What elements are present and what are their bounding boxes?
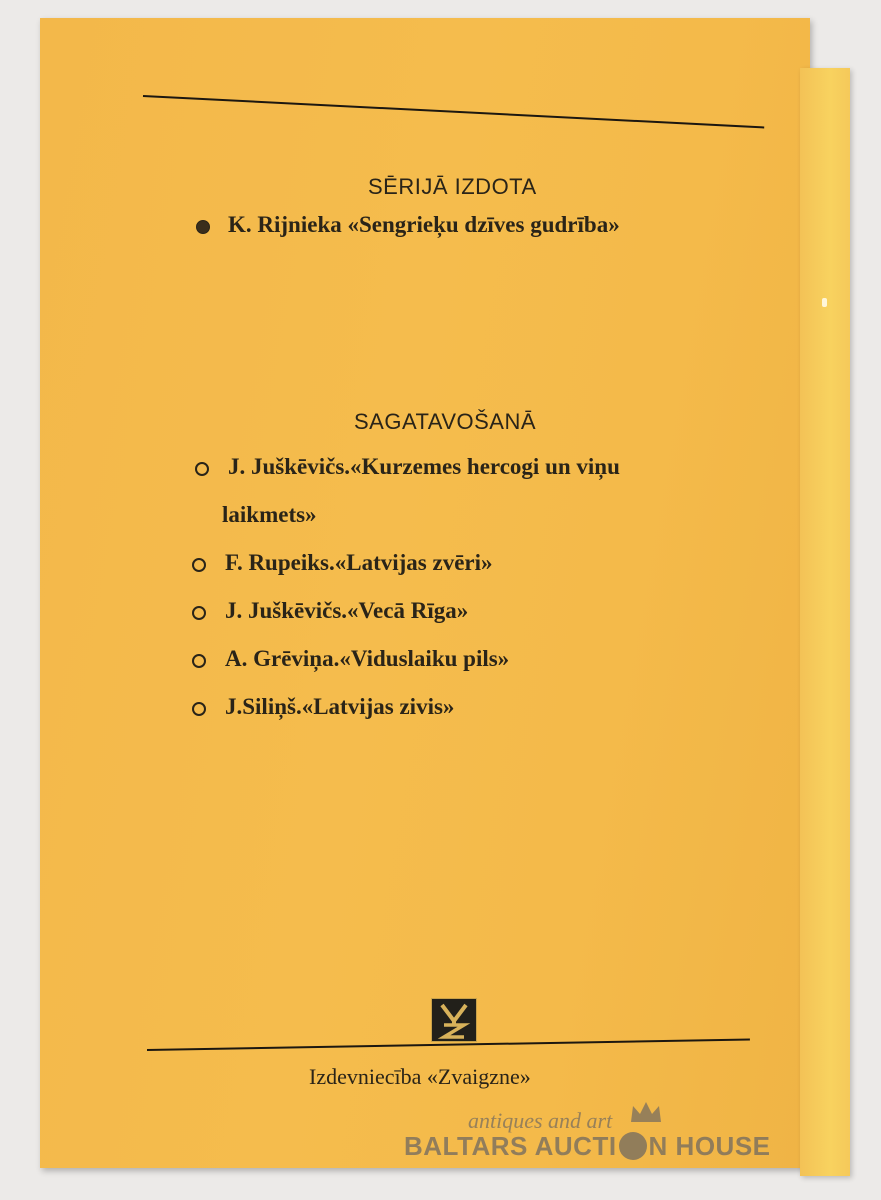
prep-item	[228, 454, 620, 480]
prep-author: J. Juškēvičs.	[225, 598, 348, 623]
published-item	[228, 212, 620, 238]
cover-speck	[822, 298, 827, 307]
open-bullet-icon	[195, 462, 209, 476]
watermark-name-end: N HOUSE	[648, 1131, 771, 1161]
published-title: «Sengrieķu dzīves gudrība»	[347, 212, 620, 237]
publisher-logo-icon	[431, 998, 477, 1042]
watermark-name-start: BALTARS AUCTI	[404, 1131, 617, 1161]
watermark-o-circle	[619, 1132, 647, 1160]
prep-title: «Latvijas zivis»	[301, 694, 455, 719]
crown-icon	[628, 1100, 664, 1129]
prep-item-continuation: laikmets»	[222, 502, 317, 527]
open-bullet-icon	[192, 558, 206, 572]
prep-author: A. Grēviņa.	[225, 646, 340, 671]
prep-title: «Kurzemes hercogi un viņu	[350, 454, 620, 479]
prep-item	[225, 550, 493, 576]
prep-item	[225, 694, 454, 720]
prep-item	[225, 598, 468, 624]
open-bullet-icon	[192, 702, 206, 716]
page-edges	[800, 68, 850, 1176]
watermark-tagline: antiques and art	[468, 1108, 613, 1133]
published-author: K. Rijnieka	[228, 212, 342, 237]
preparation-heading: SAGATAVOŠANĀ	[354, 409, 537, 434]
open-bullet-icon	[192, 606, 206, 620]
prep-title: «Latvijas zvēri»	[334, 550, 493, 575]
publisher-name: Izdevniecība «Zvaigzne»	[309, 1064, 531, 1089]
filled-bullet-icon	[196, 220, 210, 234]
prep-author: J. Juškēvičs.	[228, 454, 351, 479]
open-bullet-icon	[192, 654, 206, 668]
series-heading: SĒRIJĀ IZDOTA	[368, 174, 537, 199]
prep-title: «Vecā Rīga»	[347, 598, 469, 623]
watermark-name	[404, 1131, 771, 1162]
prep-author: F. Rupeiks.	[225, 550, 335, 575]
prep-item	[225, 646, 509, 672]
prep-title: «Viduslaiku pils»	[339, 646, 510, 671]
prep-author: J.Siliņš.	[225, 694, 302, 719]
